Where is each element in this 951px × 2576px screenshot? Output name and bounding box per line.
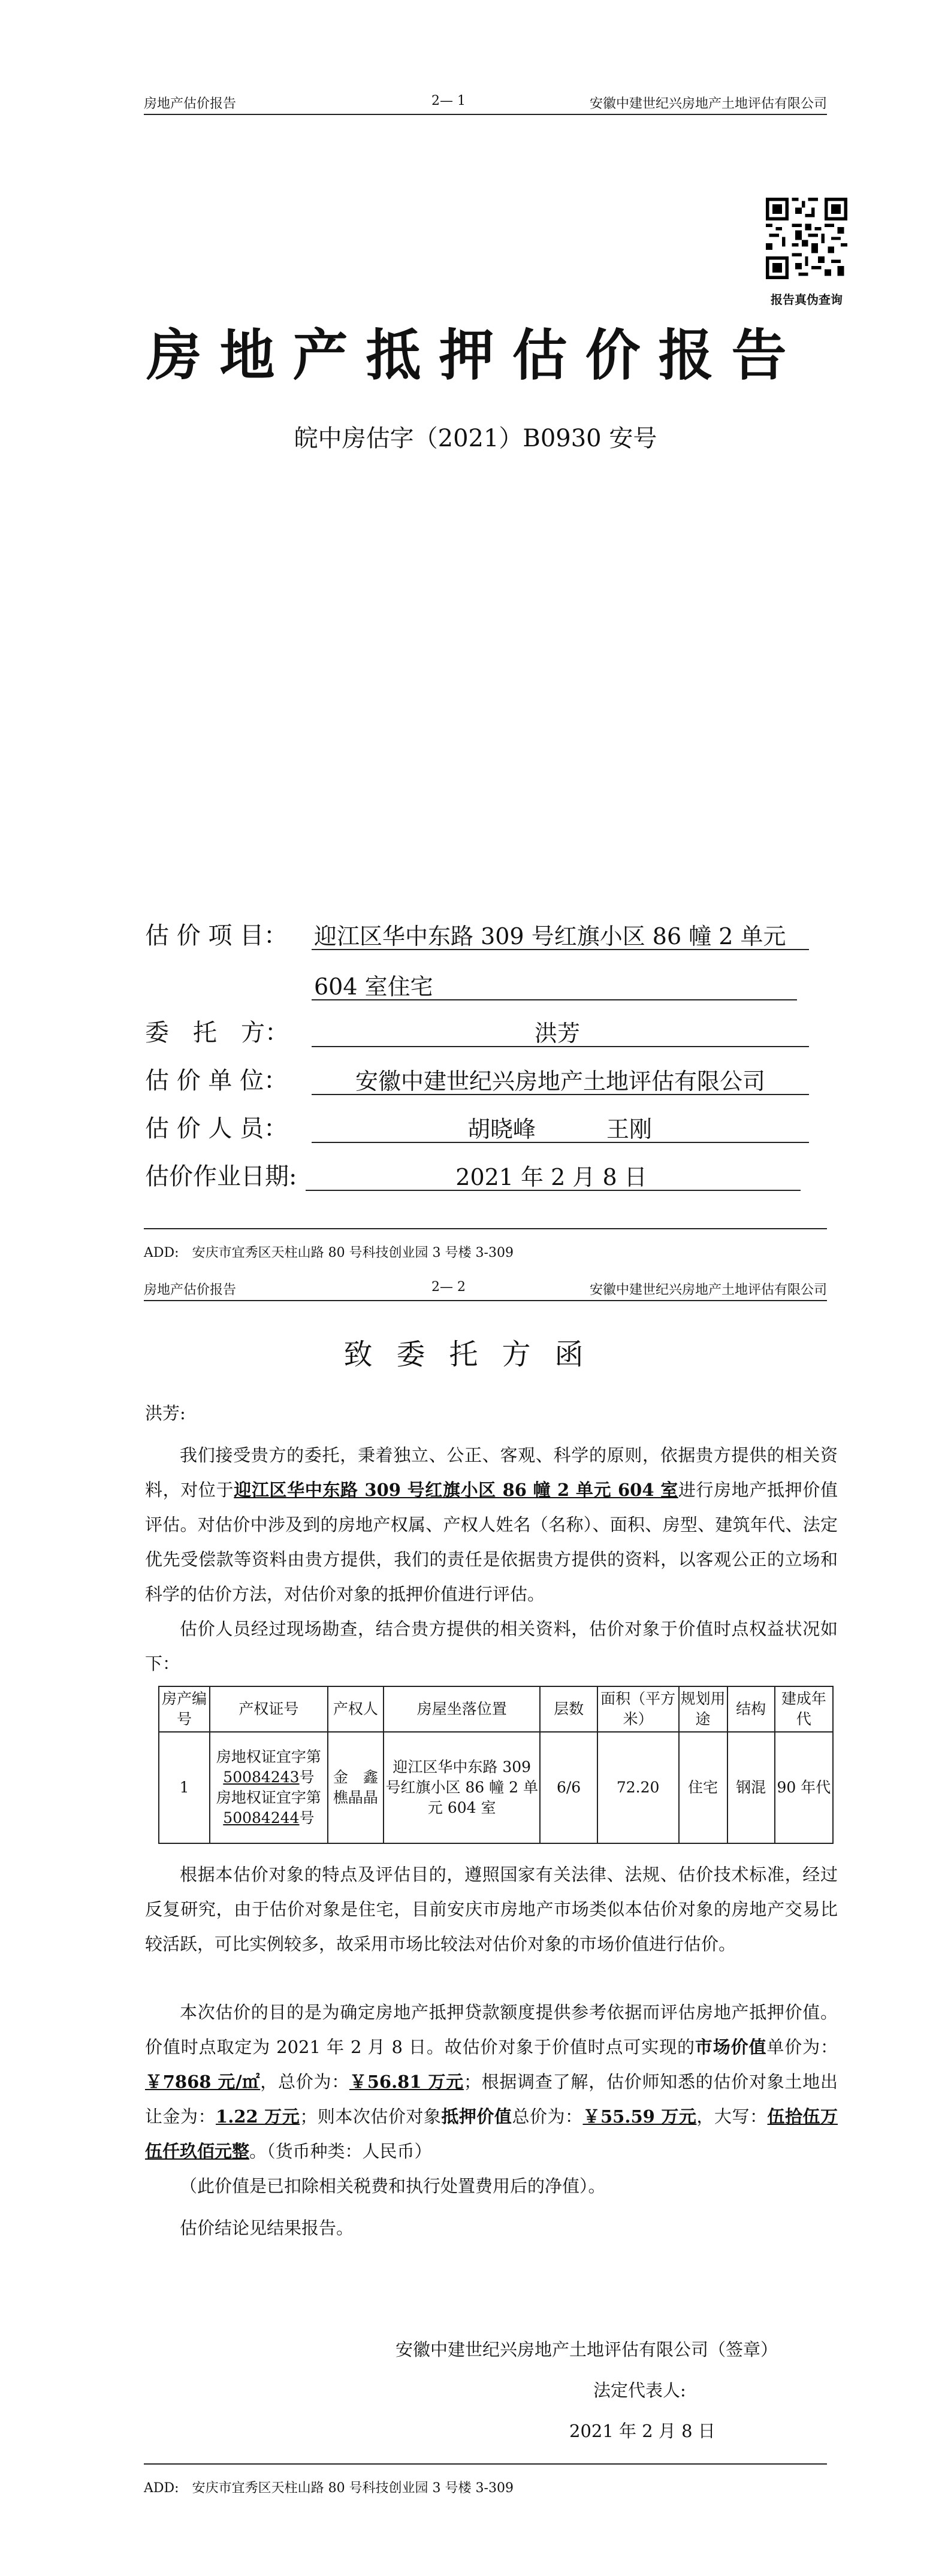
th-cert: 产权证号 [210, 1686, 328, 1732]
cell-location: 迎江区华中东路 309 号红旗小区 86 幢 2 单元 604 室 [384, 1732, 540, 1843]
client-underline [312, 1046, 809, 1047]
p1-text-a: 我们接受贵方的委托，秉着独立、公正、客观、科学的原则，依据贵方提供的相关资料，对位于 [145, 1445, 838, 1500]
project-label: 估 价 项 目： [145, 922, 288, 950]
paragraph-3: 根据本估价对象的特点及评估目的，遵照国家有关法律、法规、估价技术标准，经过反复研究，由于估价对象是住宅，目前安庆市房地产市场类似本估价对象的房地产交易比较活跃，可比实例较多，故采用市场比较法对估价对象的市场价值进行估价。 [145, 1864, 838, 1954]
paragraph-2: 估价人员经过现场勘查，结合贵方提供的相关资料，估价对象于价值时点权益状况如下： [145, 1619, 838, 1674]
p4-f: 总价为： [512, 2106, 583, 2127]
mortgage-total: ￥55.59 万元 [582, 2106, 697, 2127]
total-price: ￥56.81 万元 [349, 2072, 464, 2092]
land-fee: 1.22 万元 [216, 2106, 300, 2127]
cert2-number: 50084244 [223, 1809, 300, 1827]
market-value-label: 市场价值 [695, 2037, 767, 2057]
date-value: 2021 年 2 月 8 日 [455, 1164, 647, 1190]
header-page-number: 2— 1 [431, 93, 466, 108]
p4-e: ；则本次估价对象 [300, 2106, 442, 2127]
date-underline [306, 1190, 801, 1191]
th-year: 建成年代 [775, 1686, 833, 1732]
paragraph-6: 估价结论见结果报告。 [180, 2218, 354, 2238]
header-left: 房地产估价报告 [144, 1283, 237, 1298]
qr-code-icon[interactable] [766, 198, 847, 279]
footer-rule [144, 1228, 827, 1229]
cell-floors: 6/6 [540, 1732, 597, 1843]
cell-use: 住宅 [679, 1732, 727, 1843]
header-left: 房地产估价报告 [144, 96, 237, 111]
cert2-suffix: 号 [299, 1809, 315, 1827]
page2-address: ADD: 安庆市宜秀区天柱山路 80 号科技创业园 3 号楼 3-309 [144, 2481, 514, 2496]
th-structure: 结构 [727, 1686, 775, 1732]
appraisers-underline [312, 1142, 809, 1143]
footer-rule [144, 2463, 827, 2465]
th-no: 房产编号 [159, 1686, 210, 1732]
p4-d: ；根据调查了解，估价师知悉的估价对象土地出让金为： [145, 2072, 838, 2127]
p4-h: 。（货币种类：人民币） [249, 2141, 432, 2161]
unit-price: ￥7868 元/㎡ [145, 2072, 261, 2092]
cell-cert [210, 1732, 328, 1843]
paragraph-5: （此价值是已扣除相关税费和执行处置费用后的净值）。 [180, 2176, 606, 2196]
org-label: 估 价 单 位： [145, 1067, 288, 1095]
p1-location: 迎江区华中东路 309 号红旗小区 86 幢 2 单元 604 室 [234, 1480, 678, 1500]
property-table [158, 1686, 834, 1844]
appraisers-label: 估 价 人 员： [145, 1115, 288, 1142]
cert1-number: 50084243 [223, 1768, 300, 1786]
client-label: 委 托 方： [145, 1019, 289, 1047]
header-right: 安徽中建世纪兴房地产土地评估有限公司 [589, 1283, 827, 1298]
appraiser-name-2: 王刚 [606, 1116, 653, 1142]
page1-address: ADD: 安庆市宜秀区天柱山路 80 号科技创业园 3 号楼 3-309 [144, 1245, 514, 1260]
th-owner: 产权人 [328, 1686, 384, 1732]
document-number: 皖中房估字（2021）B0930 安号 [294, 425, 657, 452]
date-label: 估价作业日期: [145, 1163, 297, 1190]
p1-text-b: 进行房地产抵押价值评估。对估价中涉及到的房地产权属、产权人姓名（名称）、面积、房型、建筑年代、法定优先受偿款等资料由贵方提供，我们的责任是依据贵方提供的资料，以客观公正的立场和科学的估价方法，对估价对象的抵押价值进行评估。 [145, 1480, 838, 1604]
p4-c: ，总价为： [260, 2072, 349, 2092]
signature-representative: 法定代表人: [593, 2380, 686, 2400]
table-header-row [159, 1686, 833, 1732]
cert1-prefix: 房地权证宜字第 [216, 1748, 321, 1765]
mortgage-words: 伍拾伍万伍仟玖佰元整 [145, 2106, 838, 2161]
letter-title: 致委托方函 [343, 1338, 608, 1371]
p4-g: ，大写： [696, 2106, 768, 2127]
table-row [159, 1732, 833, 1843]
th-use: 规划用途 [679, 1686, 727, 1732]
th-location: 房屋坐落位置 [384, 1686, 540, 1732]
client-value: 洪芳 [534, 1020, 580, 1047]
header-rule [144, 1300, 827, 1301]
project-underline-2 [312, 999, 797, 1000]
paragraph-1 [145, 1438, 838, 1611]
signature-company: 安徽中建世纪兴房地产土地评估有限公司（签章） [396, 2339, 778, 2360]
salutation: 洪芳: [145, 1403, 186, 1423]
header-page-number: 2— 2 [431, 1280, 466, 1295]
project-value-line2: 604 室住宅 [314, 973, 433, 1000]
appraiser-name-1: 胡晓峰 [467, 1116, 536, 1142]
header-right: 安徽中建世纪兴房地产土地评估有限公司 [589, 96, 827, 111]
cell-area: 72.20 [597, 1732, 679, 1843]
th-floors: 层数 [540, 1686, 597, 1732]
cert1-suffix: 号 [299, 1768, 315, 1786]
qr-label: 报告真伪查询 [771, 292, 843, 307]
th-area: 面积（平方米） [597, 1686, 679, 1732]
p4-b: 单价为： [766, 2037, 838, 2057]
cert2-prefix: 房地权证宜字第 [216, 1789, 321, 1806]
org-underline [312, 1094, 809, 1095]
cell-year: 90 年代 [775, 1732, 833, 1843]
mortgage-value-label: 抵押价值 [441, 2106, 512, 2127]
project-value-line1: 迎江区华中东路 309 号红旗小区 86 幢 2 单元 [314, 923, 786, 950]
p4-a: 本次估价的目的是为确定房地产抵押贷款额度提供参考依据而评估房地产抵押价值。价值时点取定为 2021 年 2 月 8 日。故估价对象于价值时点可实现的 [145, 2002, 838, 2057]
project-underline-1 [312, 949, 809, 950]
paragraph-4 [145, 1995, 838, 2169]
org-value: 安徽中建世纪兴房地产土地评估有限公司 [355, 1068, 765, 1095]
report-title: 房地产抵押估价报告 [146, 323, 805, 388]
cell-no: 1 [159, 1732, 210, 1843]
header-rule [144, 114, 827, 115]
cell-structure: 钢混 [727, 1732, 775, 1843]
signature-date: 2021 年 2 月 8 日 [569, 2421, 715, 2441]
cell-owner: 金 鑫 樵晶晶 [328, 1732, 384, 1843]
